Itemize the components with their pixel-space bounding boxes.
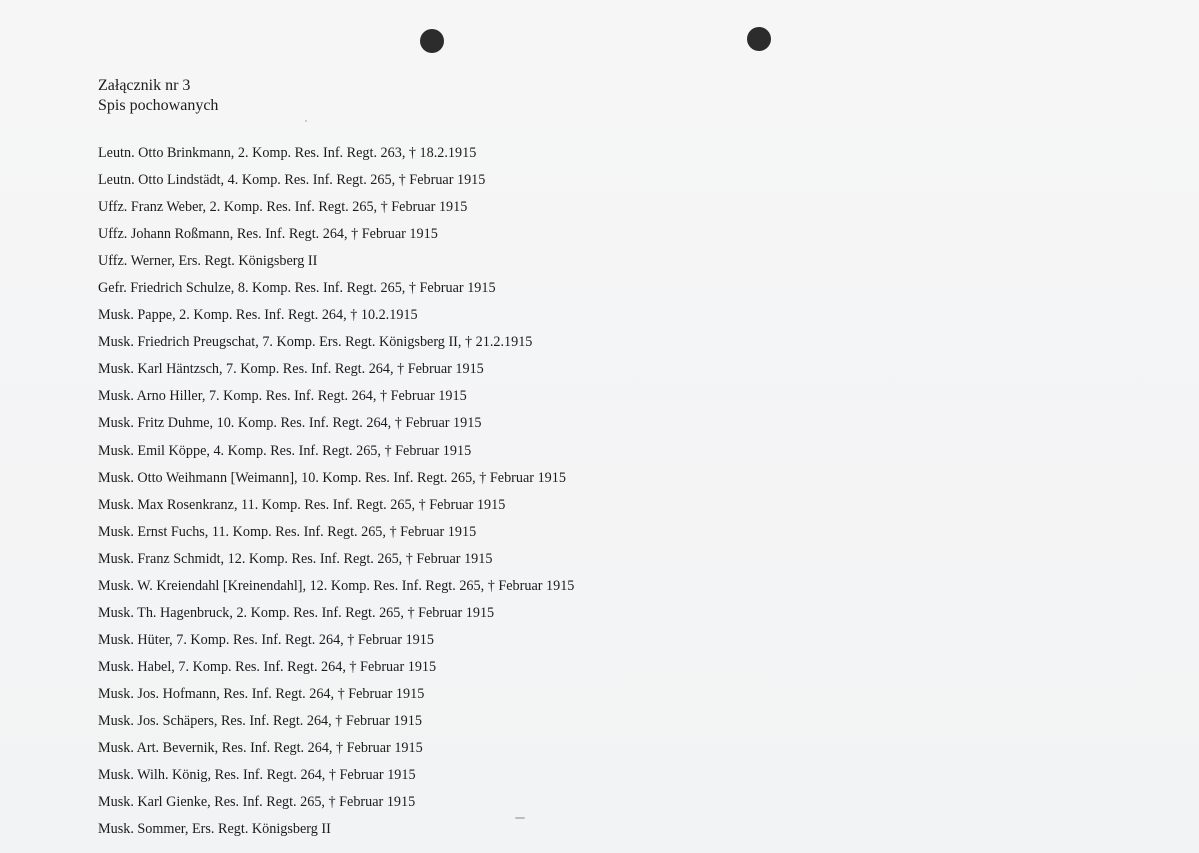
burial-entry: Leutn. Otto Lindstädt, 4. Komp. Res. Inf. Regt. 265, † Februar 1915	[98, 172, 486, 189]
burial-entry: Musk. Wilh. König, Res. Inf. Regt. 264, † Februar 1915	[98, 767, 416, 784]
paper-speck	[305, 120, 307, 122]
burial-entry: Musk. Fritz Duhme, 10. Komp. Res. Inf. Regt. 264, † Februar 1915	[98, 415, 482, 432]
paper-speck	[515, 817, 525, 819]
list-subtitle: Spis pochowanych	[98, 97, 219, 114]
burial-entry: Musk. Franz Schmidt, 12. Komp. Res. Inf. Regt. 265, † Februar 1915	[98, 550, 493, 567]
burial-entry: Uffz. Werner, Ers. Regt. Königsberg II	[98, 253, 318, 270]
burial-entry: Uffz. Johann Roßmann, Res. Inf. Regt. 264, † Februar 1915	[98, 226, 438, 243]
burial-entry: Musk. Arno Hiller, 7. Komp. Res. Inf. Regt. 264, † Februar 1915	[98, 388, 467, 405]
burial-entry: Musk. Th. Hagenbruck, 2. Komp. Res. Inf. Regt. 265, † Februar 1915	[98, 604, 495, 621]
burial-entry: Musk. Karl Gienke, Res. Inf. Regt. 265, † Februar 1915	[98, 794, 416, 811]
burial-list	[98, 140, 574, 843]
punch-hole-right	[747, 27, 771, 51]
punch-hole-left	[420, 29, 444, 53]
burial-entry: Musk. Ernst Fuchs, 11. Komp. Res. Inf. Regt. 265, † Februar 1915	[98, 523, 477, 540]
burial-entry: Musk. Jos. Hofmann, Res. Inf. Regt. 264, † Februar 1915	[98, 685, 425, 702]
burial-entry: Leutn. Otto Brinkmann, 2. Komp. Res. Inf. Regt. 263, † 18.2.1915	[98, 145, 477, 161]
burial-entry: Uffz. Franz Weber, 2. Komp. Res. Inf. Regt. 265, † Februar 1915	[98, 199, 468, 216]
burial-entry: Musk. Jos. Schäpers, Res. Inf. Regt. 264, † Februar 1915	[98, 712, 422, 729]
burial-entry: Musk. Art. Bevernik, Res. Inf. Regt. 264, † Februar 1915	[98, 740, 423, 757]
attachment-title: Załącznik nr 3	[98, 77, 191, 94]
burial-entry: Musk. W. Kreiendahl [Kreinendahl], 12. Komp. Res. Inf. Regt. 265, † Februar 1915	[98, 577, 575, 594]
burial-entry: Musk. Emil Köppe, 4. Komp. Res. Inf. Regt. 265, † Februar 1915	[98, 442, 472, 459]
burial-entry: Musk. Habel, 7. Komp. Res. Inf. Regt. 264, † Februar 1915	[98, 658, 437, 675]
burial-entry: Musk. Pappe, 2. Komp. Res. Inf. Regt. 264, † 10.2.1915	[98, 307, 418, 324]
burial-entry: Musk. Hüter, 7. Komp. Res. Inf. Regt. 264, † Februar 1915	[98, 631, 434, 648]
burial-entry: Musk. Karl Häntzsch, 7. Komp. Res. Inf. Regt. 264, † Februar 1915	[98, 361, 484, 378]
burial-entry: Gefr. Friedrich Schulze, 8. Komp. Res. Inf. Regt. 265, † Februar 1915	[98, 280, 496, 297]
burial-entry: Musk. Sommer, Ers. Regt. Königsberg II	[98, 821, 331, 838]
burial-entry: Musk. Friedrich Preugschat, 7. Komp. Ers. Regt. Königsberg II, † 21.2.1915	[98, 334, 533, 351]
document-header	[98, 76, 218, 116]
burial-entry: Musk. Max Rosenkranz, 11. Komp. Res. Inf. Regt. 265, † Februar 1915	[98, 496, 506, 513]
burial-entry: Musk. Otto Weihmann [Weimann], 10. Komp. Res. Inf. Regt. 265, † Februar 1915	[98, 469, 566, 486]
